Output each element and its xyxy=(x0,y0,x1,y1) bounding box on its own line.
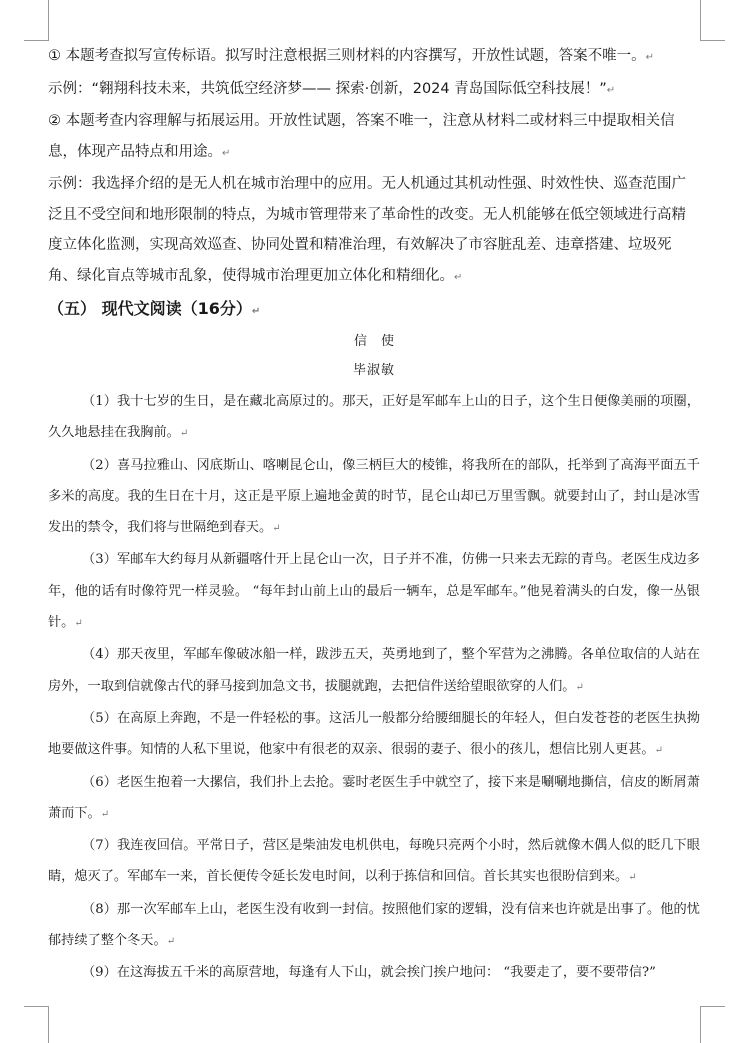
paragraph-mark: ↵ xyxy=(272,523,281,535)
paragraph-mark: ↵ xyxy=(100,808,110,820)
crop-mark-top-left xyxy=(24,0,49,41)
story-author: 毕淑敏 xyxy=(352,363,395,378)
paragraph-mark: ↵ xyxy=(654,745,664,757)
story-paragraph: （9）在这海拔五千米的高原营地，每逢有人下山，就会挨门挨户地问： “我要走了，要不要带信?” xyxy=(82,965,656,981)
story-paragraph: （2）喜马拉雅山、冈底斯山、喀喇昆仑山，像三柄巨大的棱锥，将我所在的部队，托举到了高海平面五千多米的高度。我的生日在十月，这正是平原上遍地金黄的时节，昆仑山却已万里雪飘。就要封山了，封山是冰雪发出的禁令，我们将与世隔绝到春天。↵ xyxy=(48,457,700,536)
crop-mark-top-right xyxy=(700,0,725,41)
story-title: 信使 xyxy=(353,334,408,349)
paragraph-mark: ↵ xyxy=(575,681,584,693)
story-paragraph: （7）我连夜回信。平常日子，营区是柴油发电机供电，每晚只亮两个小时，然后就像木偶人似的眨几下眼睛，熄灭了。军邮车一来，首长便传令延长发电时间，以利于拣信和回信。首长其实也很盼信到来。↵ xyxy=(48,838,700,885)
answer-note-2: ② 本题考查内容理解与拓展运用。开放性试题，答案不唯一，注意从材料二或材料三中提取相关信息，体现产品特点和用途。↵ xyxy=(48,113,675,160)
paragraph-mark: ↵ xyxy=(628,872,637,884)
crop-mark-bottom-right xyxy=(700,1006,725,1043)
paragraph-mark: ↵ xyxy=(454,271,463,283)
paragraph-mark: ↵ xyxy=(645,52,654,63)
answer-example-1: 示例：“翱翔科技未来，共筑低空经济梦—— 探索·创新，2024 青岛国际低空科技展！”↵ xyxy=(48,80,616,97)
paragraph-mark: ↵ xyxy=(251,306,261,317)
paragraph-mark: ↵ xyxy=(222,147,231,159)
paragraph-mark: ↵ xyxy=(606,84,616,96)
paragraph-mark: ↵ xyxy=(74,618,83,630)
story-paragraph: （3）军邮车大约每月从新疆喀什开上昆仑山一次，日子并不准，仿佛一只来去无踪的青鸟。老医生戍边多年，他的话有时像符咒一样灵验。 “每年封山前上山的最后一辆车，总是军邮车。”他晃着满头的白发，像一丛银针。↵ xyxy=(48,552,700,631)
story-paragraph: （6）老医生抱着一大摞信，我们扑上去抢。霎时老医生手中就空了，接下来是唰唰地撕信，信皮的断屑萧萧而下。↵ xyxy=(48,774,700,821)
crop-mark-bottom-left xyxy=(24,1006,49,1043)
story-paragraph: （1）我十七岁的生日，是在藏北高原过的。那天，正好是军邮车上山的日子，这个生日便像美丽的项圈，久久地悬挂在我胸前。↵ xyxy=(48,394,700,441)
answer-example-2: 示例：我选择介绍的是无人机在城市治理中的应用。无人机通过其机动性强、时效性快、巡查范围广泛且不受空间和地形限制的特点，为城市管理带来了革命性的改变。无人机能够在低空领域进行高精度立体化监测，实现高效巡查、协同处置和精准治理，有效解决了市容脏乱差、违章搭建、垃圾死角、绿化盲点等城市乱象，使得城市治理更加立体化和精细化。↵ xyxy=(48,176,686,284)
section-heading: （五） 现代文阅读（16分）↵ xyxy=(48,299,261,318)
story-paragraph: （5）在高原上奔跑，不是一件轻松的事。这活儿一般都分给腰细腿长的年轻人，但白发苍苍的老医生执拗地要做这件事。知情的人私下里说，他家中有很老的双亲、很弱的妻子、很小的孩儿，想信比别人更甚。↵ xyxy=(48,710,700,758)
story-paragraph: （4）那天夜里，军邮车像破冰船一样，跋涉五天，英勇地到了，整个军营为之沸腾。各单位取信的人站在房外，一取到信就像古代的驿马接到加急文书，拔腿就跑，去把信件送给望眼欲穿的人们。↵ xyxy=(48,647,700,694)
answer-note-1: ① 本题考查拟写宣传标语。拟写时注意根据三则材料的内容撰写，开放性试题，答案不唯一。↵ xyxy=(48,48,654,64)
story-paragraph: （8）那一次军邮车上山，老医生没有收到一封信。按照他们家的逻辑，没有信来也许就是出事了。他的忧郁持续了整个冬天。↵ xyxy=(48,901,700,949)
paragraph-mark: ↵ xyxy=(179,428,189,440)
document-body xyxy=(48,41,700,989)
paragraph-mark: ↵ xyxy=(166,936,176,948)
